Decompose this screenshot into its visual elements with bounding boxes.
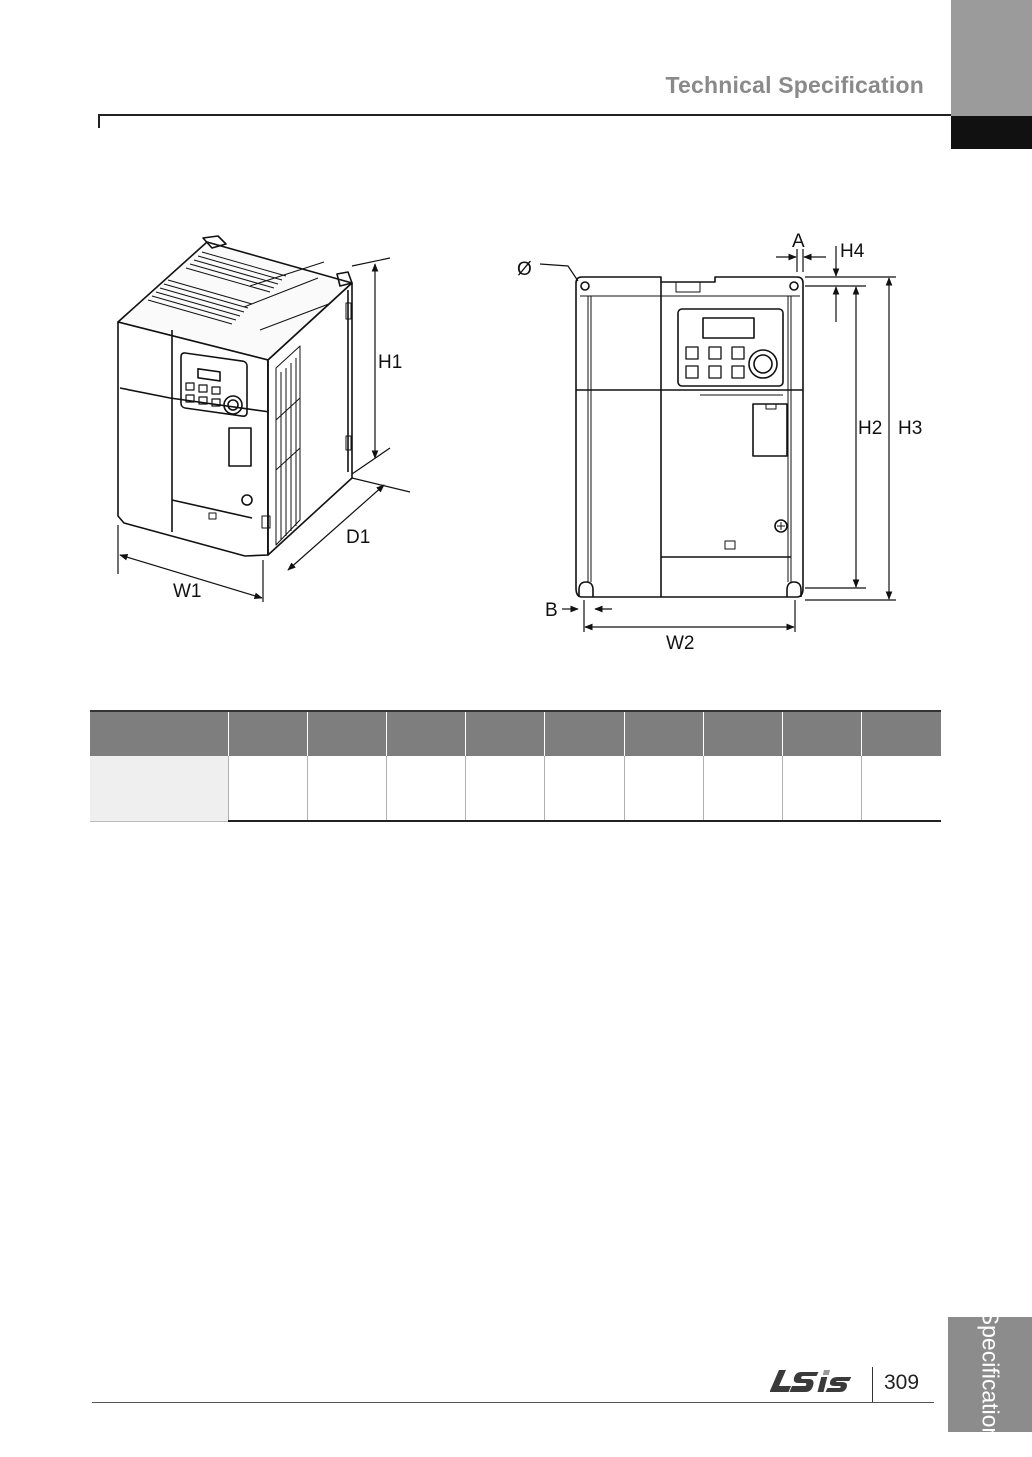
footer-rule	[92, 1402, 934, 1403]
dim-label-h3: H3	[898, 418, 923, 439]
table-cell	[545, 756, 624, 821]
dimension-table	[90, 710, 941, 822]
header-rule-tick	[98, 114, 100, 128]
table-cell	[228, 756, 307, 821]
section-side-tab-label: Specification	[977, 1309, 1004, 1440]
chapter-tab-black	[951, 116, 1032, 149]
table-row	[90, 756, 941, 821]
table-header-cell	[466, 711, 545, 756]
table-header-cell	[862, 711, 941, 756]
dimension-drawing	[90, 225, 930, 665]
table-header-cell	[703, 711, 782, 756]
table-header-cell	[307, 711, 386, 756]
dim-label-w1: W1	[173, 581, 202, 602]
table-header-cell	[624, 711, 703, 756]
footer-separator	[872, 1367, 873, 1402]
table-cell	[386, 756, 465, 821]
table-cell	[703, 756, 782, 821]
dim-label-b: B	[545, 600, 558, 621]
table-header-cell	[783, 711, 862, 756]
isometric-view	[118, 236, 352, 556]
dim-label-w2: W2	[666, 633, 695, 654]
table-cell	[783, 756, 862, 821]
ls-is-logo	[770, 1366, 858, 1396]
dim-label-diameter: Ø	[517, 259, 532, 280]
dim-label-d1: D1	[346, 527, 371, 548]
dim-label-h2: H2	[858, 418, 883, 439]
section-side-tab	[948, 1309, 1032, 1440]
table-header-cell	[545, 711, 624, 756]
dim-label-a: A	[792, 231, 805, 252]
table-header-cell	[228, 711, 307, 756]
table-header-cell	[90, 711, 228, 756]
dim-label-h1: H1	[378, 352, 403, 373]
page-header-title: Technical Specification	[665, 72, 924, 98]
header-rule	[98, 114, 951, 116]
chapter-tab-gray	[951, 0, 1032, 116]
table-cell	[466, 756, 545, 821]
table-cell	[307, 756, 386, 821]
table-cell	[624, 756, 703, 821]
table-cell	[862, 756, 941, 821]
dim-label-h4: H4	[840, 241, 865, 262]
table-header-cell	[386, 711, 465, 756]
table-header-row	[90, 711, 941, 756]
page-number: 309	[884, 1371, 920, 1394]
front-view	[576, 277, 803, 597]
table-cell	[90, 756, 228, 821]
